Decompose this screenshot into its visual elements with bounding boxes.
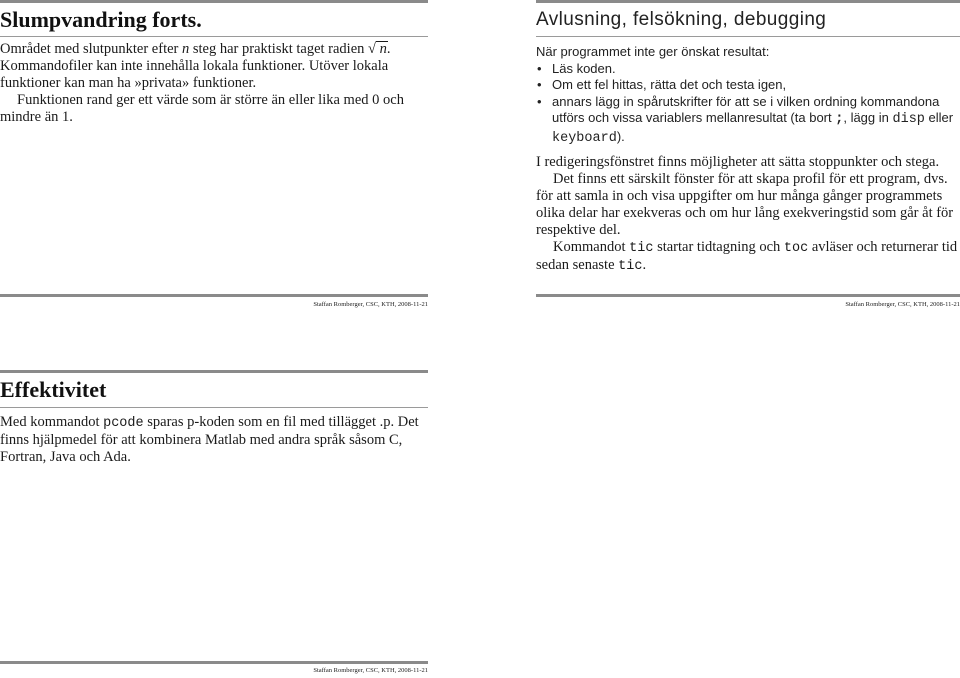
- tic-toc-paragraph: Kommandot tic startar tidtagning och toc avläser och returnerar tid sedan senaste tic.: [536, 239, 958, 274]
- bullet-icon: •: [537, 60, 542, 76]
- slide-title: Effektivitet: [0, 377, 107, 402]
- title-divider: [0, 407, 428, 408]
- title-divider: [536, 36, 960, 37]
- slide-bottom-rule: [0, 294, 428, 297]
- slide-footer: Staffan Romberger, CSC, KTH, 2008-11-21: [845, 301, 960, 308]
- slide-footer: Staffan Romberger, CSC, KTH, 2008-11-21: [313, 667, 428, 674]
- slide-title: Slumpvandring forts.: [0, 7, 202, 32]
- slide-top-rule: [0, 370, 428, 373]
- slide-top-rule: [536, 0, 960, 3]
- slide-body: [536, 44, 960, 275]
- intro-line: När programmet inte ger önskat resultat:: [536, 44, 770, 59]
- rand-paragraph: Funktionen rand ger ett värde som är större än eller lika med 0 och mindre än 1.: [0, 92, 404, 125]
- slide-body: [0, 414, 428, 466]
- list-item: • Om ett fel hittas, rätta det och testa igen,: [537, 77, 787, 92]
- slide-title: Avlusning, felsökning, debugging: [536, 9, 827, 30]
- slide-avlusning: [536, 0, 960, 312]
- slide-slumpvandring: [0, 0, 428, 312]
- radius-paragraph: Området med slutpunkter efter n steg har praktiskt taget radien √ n.: [0, 41, 391, 57]
- list-item: • Läs koden.: [537, 60, 616, 76]
- local-functions-paragraph: Kommandofiler kan inte innehålla lokala funktioner. Utöver lokala funktioner kan man ha »privata» funktioner.: [0, 58, 389, 91]
- breakpoints-paragraph: I redigeringsfönstret finns möjligheter att sätta stoppunkter och stega.: [536, 154, 940, 170]
- slide-top-rule: [0, 0, 428, 3]
- slide-effektivitet: [0, 370, 428, 678]
- debug-steps-list: [536, 61, 960, 148]
- title-divider: [0, 36, 428, 37]
- sqrt-n-formula: √ n: [368, 41, 387, 57]
- bullet-icon: •: [537, 77, 542, 92]
- list-item: • annars lägg in spårutskrifter för att se i vilken ordning kommandona utförs och vissa variablers mellanresultat (ta bort ;, lägg in disp eller keyboard).: [537, 93, 954, 146]
- profiler-paragraph: Det finns ett särskilt fönster för att skapa profil för ett program, dvs. för att samla in och visa uppgifter om hur många gånger programmets olika delar har exekveras och om hur lång exekveringstid som går åt för respektive del.: [536, 171, 954, 238]
- slide-bottom-rule: [536, 294, 960, 297]
- slide-body: [0, 41, 428, 126]
- bullet-icon: •: [537, 93, 542, 109]
- slide-bottom-rule: [0, 661, 428, 664]
- pcode-paragraph: Med kommandot pcode sparas p-koden som en fil med tillägget .p. Det finns hjälpmedel för att kombinera Matlab med andra språk såsom C, Fortran, Java och Ada.: [0, 414, 419, 465]
- slide-footer: Staffan Romberger, CSC, KTH, 2008-11-21: [313, 301, 428, 308]
